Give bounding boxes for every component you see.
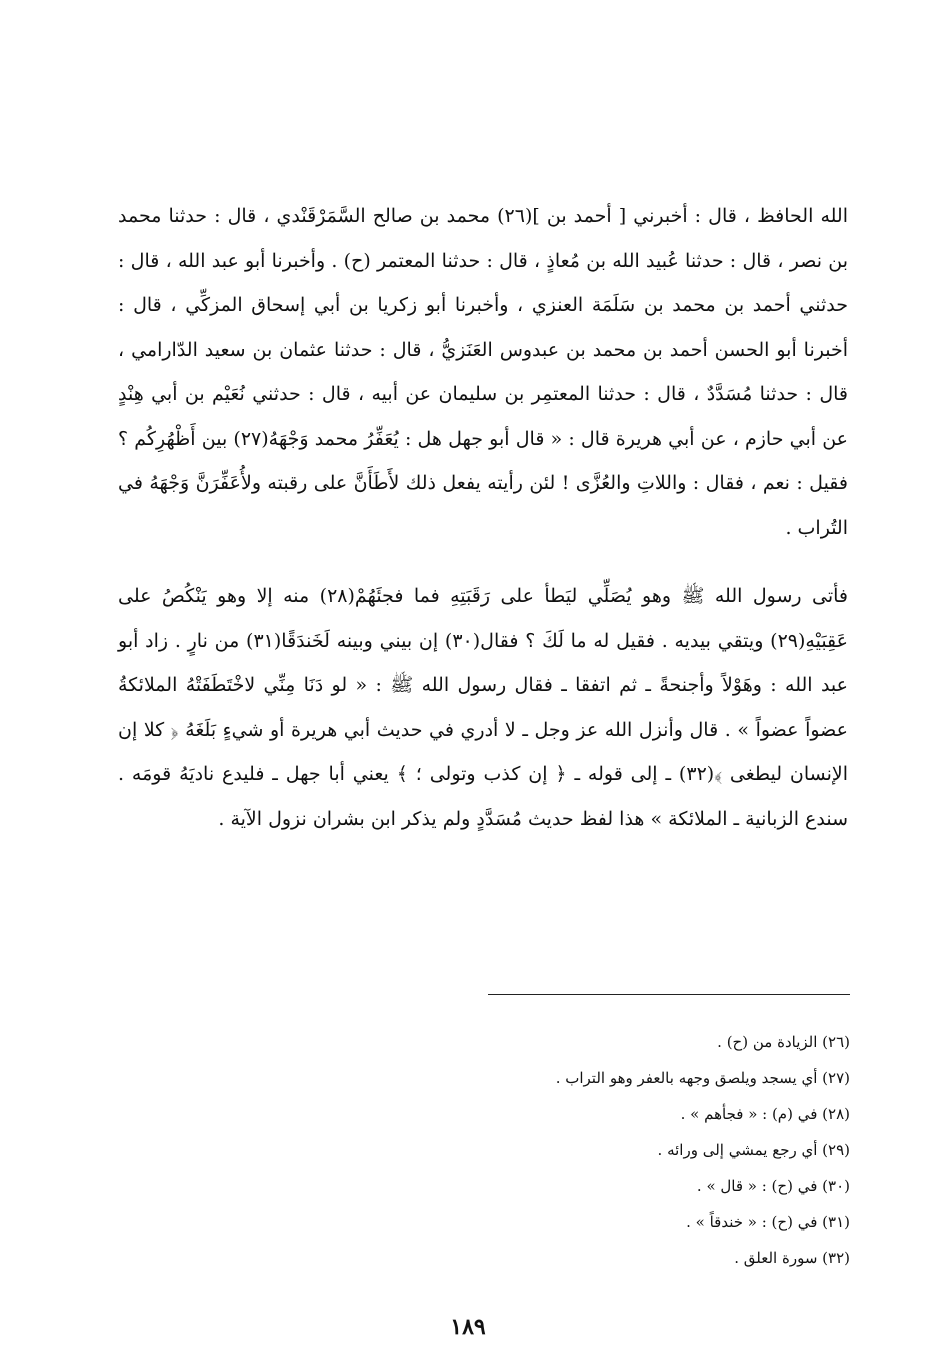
main-text	[118, 194, 848, 841]
footnote-26: (٢٦) الزيادة من (ح) .	[717, 1033, 850, 1051]
footnotes-list	[200, 1024, 850, 1276]
footnote-28: (٢٨) في (م) : « فجأهم » .	[680, 1105, 850, 1123]
footnote-29: (٢٩) أي رجع يمشي إلى ورائه .	[657, 1141, 850, 1159]
page-number: ١٨٩	[450, 1314, 486, 1340]
footnote-27: (٢٧) أي يسجد ويلصق وجهه بالعفر وهو التراب .	[555, 1069, 850, 1087]
footnote-32: (٣٢) سورة العلق .	[734, 1249, 850, 1267]
footnote-31: (٣١) في (ح) : « خندقاً » .	[686, 1213, 850, 1231]
paragraph-hadith-narrative: فأتى رسول الله ﷺ وهو يُصَلِّي ليَطأ على رَقَبَتِهِ فما فجئَهُمْ(٢٨) منه إلا وهو يَنْكُصُ على عَقِبَيْهِ(٢٩) ويتقي بيديه . فقيل له ما لَكَ ؟ فقال(٣٠) إن بيني وبينه لَخَندَقًا(٣١) من نارٍ . زاد أبو عبد الله : وهَوْلاً وأجنحةً ـ ثم اتفقا ـ فقال رسول الله ﷺ : « لو دَنَا مِنِّي لاخْتَطَفَتْهُ الملائكةُ عضواً عضواً » . قال وأنزل الله عز وجل ـ لا أدري في حديث أبي هريرة أو شيءٍ بَلَغَهُ ﴿ كلا إن الإنسان ليطغى ﴾(٣٢) ـ إلى قوله ـ ﴿ إن كذب وتولى ؛ ﴾ يعني أبا جهل ـ فليدع ناديَهُ قومَه . سندع الزبانية ـ الملائكة » هذا لفظ حديث مُسَدَّدٍ ولم يذكر ابن بشران نزول الآية .	[118, 585, 849, 830]
footnote-divider	[488, 994, 850, 995]
footnote-30: (٣٠) في (ح) : « قال » .	[696, 1177, 850, 1195]
paragraph-hadith-chain: الله الحافظ ، قال : أخبرني [ أحمد بن ](٢٦) محمد بن صالح السَّمَرْقَنْدي ، قال : حدثنا محمد بن نصر ، قال : حدثنا عُبيد الله بن مُعاذٍ ، قال : حدثنا المعتمر (ح) . وأخبرنا أبو عبد الله ، قال : حدثني أحمد بن محمد بن سَلَمَة العنزي ، وأخبرنا أبو زكريا بن أبي إسحاق المزكِّي ، قال : أخبرنا أبو الحسن أحمد بن محمد بن عبدوس العَنَزيُّ ، قال : حدثنا عثمان بن سعيد الدّارامي ، قال : حدثنا مُسَدَّدٌ ، قال : حدثنا المعتمِر بن سليمان عن أبيه ، قال : حدثني نُعَيْم بن أبي هِنْدٍ عن أبي حازم ، عن أبي هريرة قال : « قال أبو جهل هل : يُعَفِّرُ محمد وَجْهَهُ(٢٧) بين أَظْهُرِكُم ؟ فقيل : نعم ، فقال : واللاتِ والعُزَّى ! لئن رأيته يفعل ذلك لأَطَأَنَّ على رقبته ولأُعَفِّرَنَّ وَجْهَهُ في التُراب .	[118, 205, 849, 539]
